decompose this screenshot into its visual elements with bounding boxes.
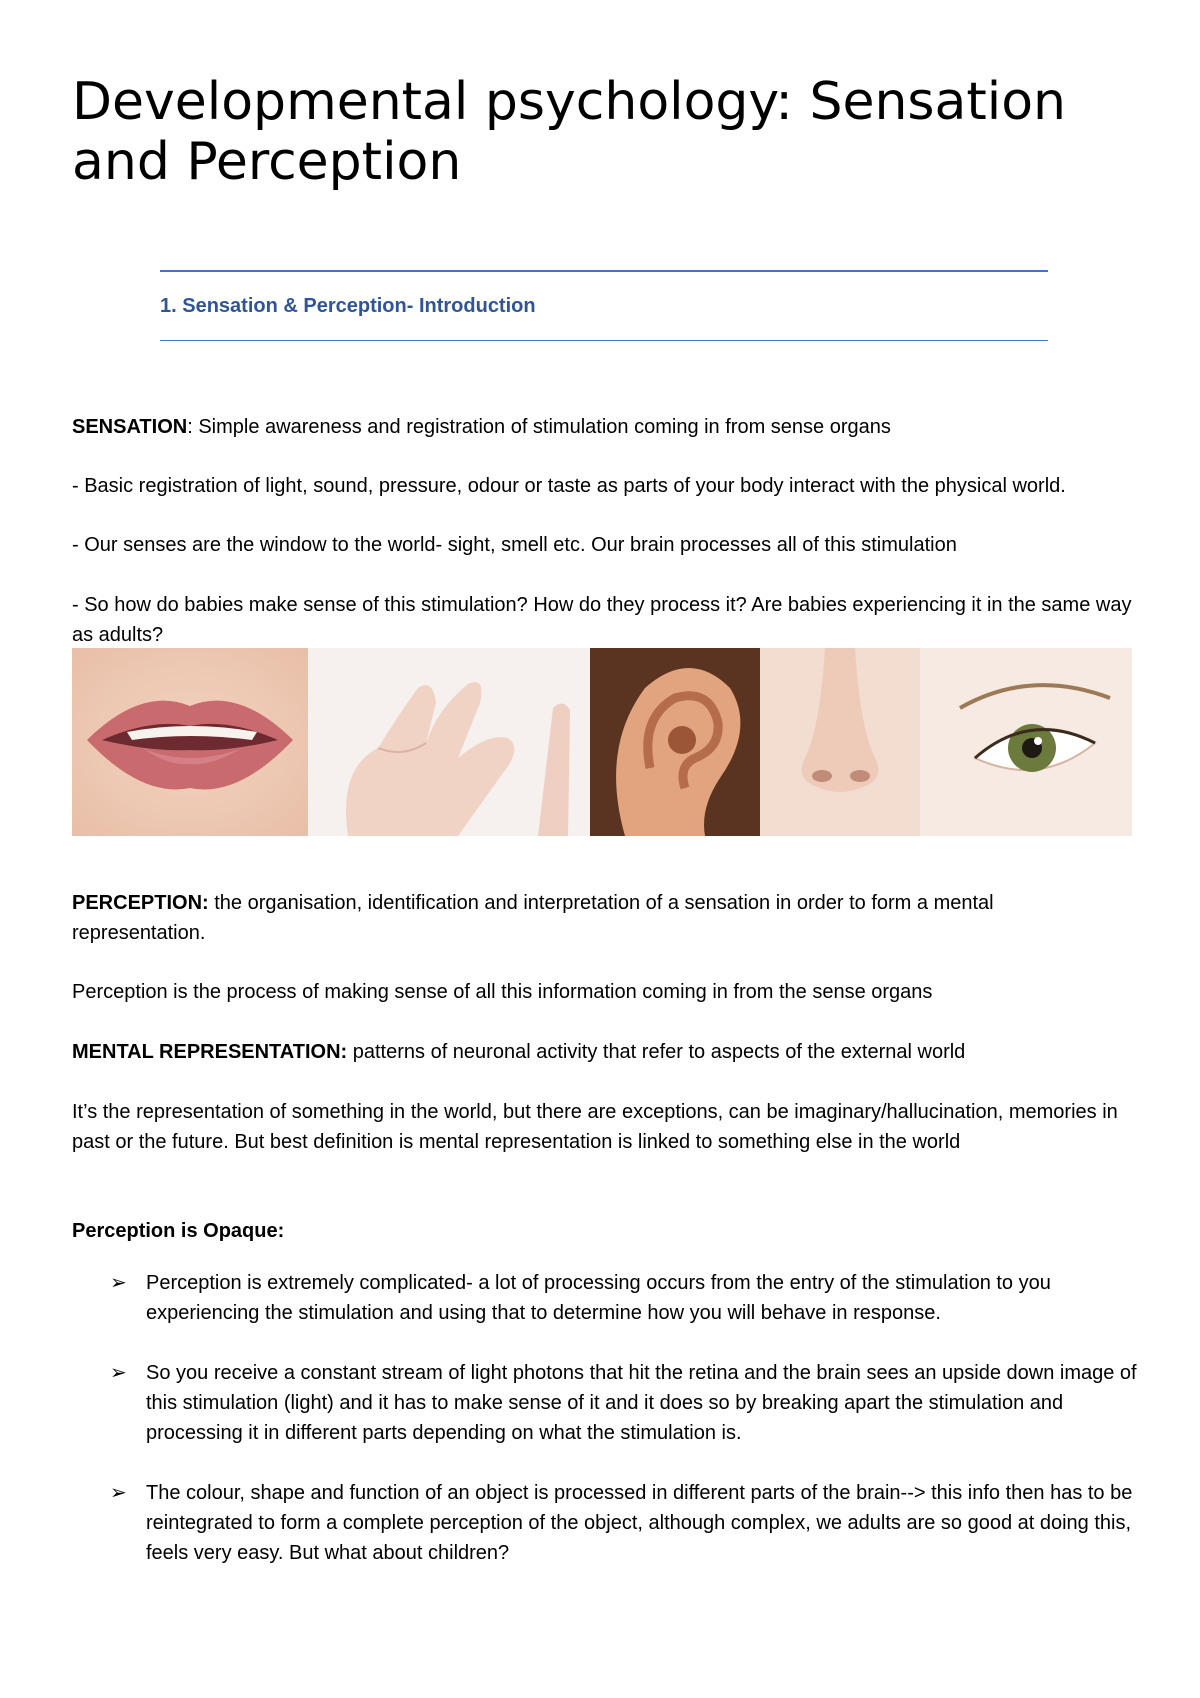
ear-photo: [590, 648, 760, 836]
sensation-definition: SENSATION: Simple awareness and registration of stimulation coming in from sense organs: [72, 416, 891, 438]
sensation-term: SENSATION: [72, 416, 188, 438]
perception-definition: PERCEPTION: the organisation, identification and interpretation of a sensation in order to form a mental representation.: [72, 892, 994, 944]
mental-representation-definition: MENTAL REPRESENTATION: patterns of neuronal activity that refer to aspects of the external world: [72, 1041, 966, 1063]
senses-image-strip: [72, 648, 1132, 836]
perception-process: Perception is the process of making sense of all this information coming in from the sense organs: [72, 981, 933, 1003]
mental-representation-note: It’s the representation of something in the world, but there are exceptions, can be imaginary/hallucination, memories in past or the future. But best definition is mental representation is linked to something else in the world: [72, 1101, 1118, 1153]
section-heading: 1. Sensation & Perception- Introduction: [160, 295, 536, 317]
perception-term: PERCEPTION:: [72, 892, 209, 914]
nose-photo: [760, 648, 920, 836]
sensation-point-1: - Basic registration of light, sound, pressure, odour or taste as parts of your body interact with the physical world.: [72, 475, 1066, 497]
list-item: ➢ Perception is extremely complicated- a lot of processing occurs from the entry of the stimulation to you experiencing the stimulation and using that to determine how you will behave in response.: [110, 1268, 1140, 1328]
opaque-bullet-list: [110, 1268, 1140, 1598]
list-item: ➢ So you receive a constant stream of light photons that hit the retina and the brain sees an upside down image of this stimulation (light) and it has to make sense of it and it does so by breaking apart the stimulation and processing it in different parts depending on what the stimulation is.: [110, 1358, 1140, 1448]
arrow-bullet-icon: ➢: [110, 1362, 127, 1384]
document-title: Developmental psychology: Sensation and Perception: [72, 72, 1066, 192]
sensation-point-3: - So how do babies make sense of this stimulation? How do they process it? Are babies experiencing it in the same way as adults?: [72, 594, 1132, 646]
arrow-bullet-icon: ➢: [110, 1482, 127, 1504]
hand-photo: [308, 648, 590, 836]
sensation-point-2: - Our senses are the window to the world- sight, smell etc. Our brain processes all of this stimulation: [72, 534, 957, 556]
heading-rule-top: [160, 270, 1048, 272]
arrow-bullet-icon: ➢: [110, 1272, 127, 1294]
mental-representation-term: MENTAL REPRESENTATION:: [72, 1041, 348, 1063]
eye-photo: [920, 648, 1132, 836]
opaque-heading: Perception is Opaque:: [72, 1220, 285, 1242]
list-item: ➢ The colour, shape and function of an object is processed in different parts of the brain--> this info then has to be reintegrated to form a complete perception of the object, although complex, we adults are so good at doing this, feels very easy. But what about children?: [110, 1478, 1140, 1568]
heading-rule-bottom: [160, 340, 1048, 341]
mouth-photo: [72, 648, 308, 836]
